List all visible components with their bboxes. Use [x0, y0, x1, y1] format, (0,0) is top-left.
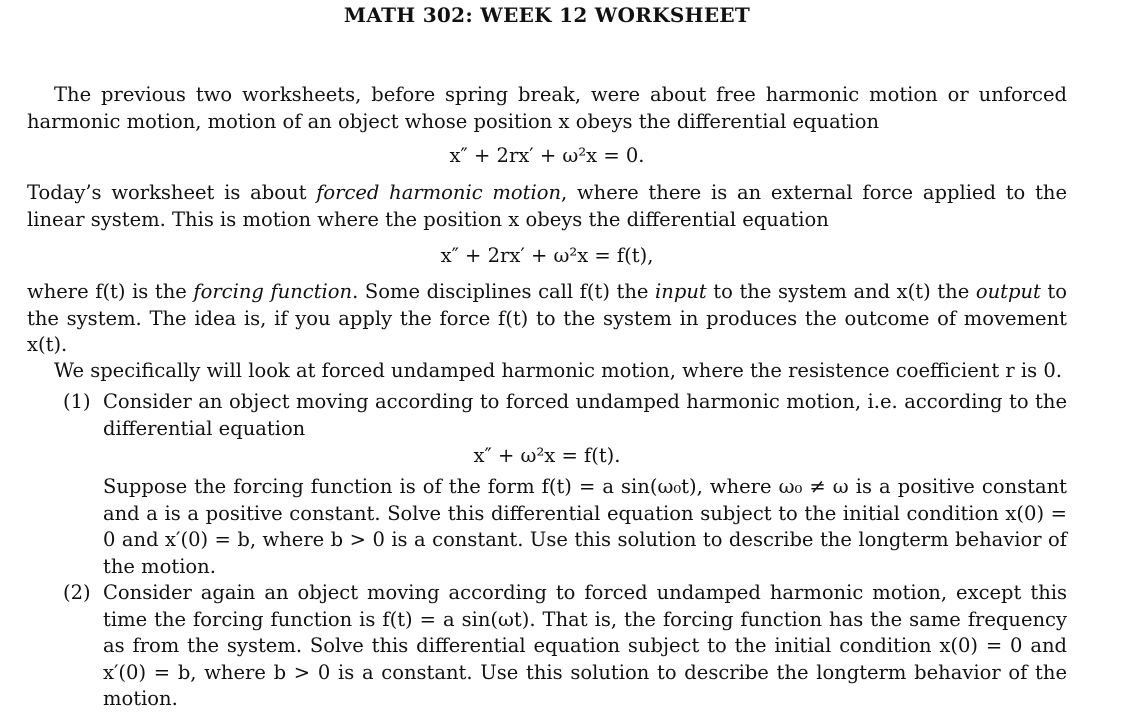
- equation-undamped: x″ + ω²x = f(t).: [473, 444, 621, 467]
- equation-forced-motion: x″ + 2rx′ + ω²x = f(t),: [440, 244, 654, 267]
- forced-term: forced harmonic motion: [316, 181, 562, 204]
- item-1-instructions: Suppose the forcing function is of the form f(t) = a sin(ω₀t), where ω₀ ≠ ω is a positive constant and a is a positive constant. Solve this differential equation subject to the initial condition x(0) = 0 and x′(0) = b, where b > 0 is a constant. Use this solution to describe the longterm behavior of the motion.: [103, 475, 1067, 578]
- undamped-paragraph: [27, 358, 1067, 385]
- forcing-term: forcing function: [193, 280, 353, 303]
- forced-motion-paragraph: [27, 180, 1067, 233]
- output-term: output: [975, 280, 1041, 303]
- page-title: MATH 302: WEEK 12 WORKSHEET: [343, 3, 751, 27]
- undamped-text: We specifically will look at forced undamped harmonic motion, where the resistence coefficient r is 0.: [54, 359, 1062, 382]
- item-2-number: (2): [63, 581, 91, 604]
- forcing-text-b: . Some disciplines call f(t) the: [352, 280, 656, 303]
- equation-free-motion: x″ + 2rx′ + ω²x = 0.: [449, 144, 645, 167]
- item-1-number: (1): [63, 390, 91, 413]
- forced-text-b: , where there is an external force applied to the linear system. This is motion where the position x obeys the differential equation: [27, 181, 1067, 231]
- item-2-text: Consider again an object moving according to forced undamped harmonic motion, except this time the forcing function is f(t) = a sin(ωt). That is, the forcing function has the same frequency as from the system. Solve this differential equation subject to the initial condition x(0) = 0 and x′(0) = b, where b > 0 is a constant. Use this solution to describe the longterm behavior of the motion.: [103, 581, 1067, 710]
- intro-paragraph: [27, 82, 1067, 135]
- forced-text-a: Today’s worksheet is about: [27, 181, 317, 204]
- intro-text: The previous two worksheets, before spring break, were about free harmonic motion or unforced harmonic motion, motion of an object whose position x obeys the differential equation: [27, 83, 1067, 133]
- input-term: input: [655, 280, 707, 303]
- forcing-function-paragraph: [27, 279, 1067, 359]
- item-1-text: Consider an object moving according to forced undamped harmonic motion, i.e. according to the differential equation: [103, 390, 1067, 440]
- forcing-text-c: to the system and x(t) the: [706, 280, 976, 303]
- forcing-text-d: to the system. The idea is, if you apply the force f(t) to the system in produces the outcome of movement x(t).: [27, 280, 1067, 356]
- forcing-text-a: where f(t) is the: [27, 280, 194, 303]
